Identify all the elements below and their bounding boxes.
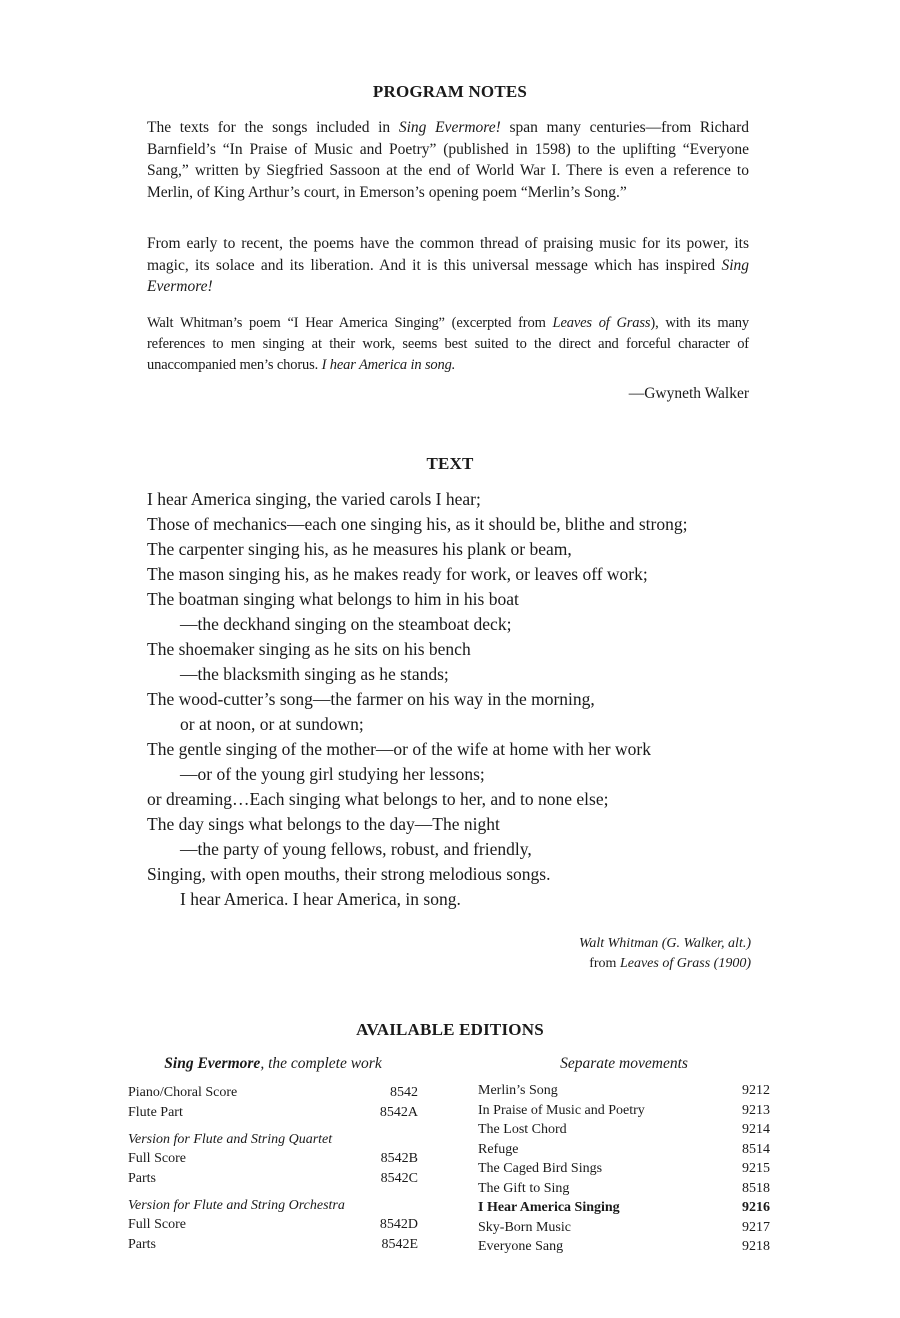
separate-movements-list (478, 1081, 770, 1257)
poem-line-indented: —the blacksmith singing as he stands; (180, 664, 449, 684)
poem-author: Walt Whitman (G. Walker, alt.) (578, 936, 751, 951)
poem-credit (147, 934, 751, 974)
complete-work-heading: Sing Evermore, the complete work (164, 1055, 382, 1072)
orchestra-version-heading: Version for Flute and String Orchestra (128, 1198, 345, 1213)
edition-row: The Caged Bird Sings 9215 (478, 1161, 770, 1176)
poem-line-indented: I hear America. I hear America, in song. (180, 889, 461, 909)
program-notes-paragraph-3: Walt Whitman’s poem “I Hear America Singing” (excerpted from Leaves of Grass), with its many references to men singing at their work, seems best suited to the direct and forceful character of unaccompanied men’s chorus. I hear America in song. (147, 315, 750, 373)
poem-line: Those of mechanics—each one singing his, as it should be, blithe and strong; (147, 514, 688, 534)
poem-line-indented: —the party of young fellows, robust, and friendly, (180, 839, 532, 859)
separate-movements-heading: Separate movements (560, 1055, 688, 1072)
edition-row: Sky-Born Music 9217 (478, 1219, 770, 1235)
edition-row: Full Score 8542B (128, 1151, 418, 1166)
poem-source: from Leaves of Grass (1900) (589, 956, 751, 971)
edition-row: Parts 8542C (128, 1170, 418, 1186)
poem-line: The wood-cutter’s song—the farmer on his way in the morning, (147, 689, 595, 709)
poem-text (147, 487, 787, 912)
poem-line: The gentle singing of the mother—or of the wife at home with her work (147, 739, 651, 759)
poem-line: The day sings what belongs to the day—The night (147, 814, 500, 834)
edition-row: Full Score 8542D (128, 1217, 418, 1232)
poem-line: The mason singing his, as he makes ready for work, or leaves off work; (147, 564, 648, 584)
program-notes-paragraph-2: From early to recent, the poems have the common thread of praising music for its power, its magic, its solace and its liberation. And it is this universal message which has inspired Sing Evermore! (147, 235, 749, 295)
edition-row: Flute Part 8542A (128, 1104, 418, 1120)
quartet-version-heading: Version for Flute and String Quartet (128, 1132, 333, 1147)
edition-row: Everyone Sang 9218 (478, 1239, 770, 1254)
edition-row: Piano/Choral Score 8542 (128, 1085, 418, 1100)
program-notes-paragraph-1: The texts for the songs included in Sing Evermore! span many centuries—from Richard Barnfield’s “In Praise of Music and Poetry” (published in 1598) to the uplifting “Everyone Sang,” written by Siegfried Sassoon at the end of World War I. There is even a reference to Merlin, of King Arthur’s court, in Emerson’s opening poem “Merlin’s Song.” (147, 119, 749, 201)
edition-row: Merlin’s Song 9212 (478, 1083, 770, 1098)
program-notes-heading: PROGRAM NOTES (372, 82, 528, 101)
poem-line: or dreaming…Each singing what belongs to her, and to none else; (147, 789, 609, 809)
poem-line-indented: or at noon, or at sundown; (180, 714, 364, 734)
poem-line: I hear America singing, the varied carols I hear; (147, 489, 481, 509)
poem-line-indented: —or of the young girl studying her lessons; (180, 764, 485, 784)
available-editions-heading: AVAILABLE EDITIONS (356, 1020, 544, 1039)
poem-line: The shoemaker singing as he sits on his bench (147, 639, 471, 659)
edition-row: The Lost Chord 9214 (478, 1122, 770, 1137)
edition-row: Parts 8542E (128, 1236, 418, 1252)
poem-line: Singing, with open mouths, their strong melodious songs. (147, 864, 551, 884)
program-notes-signature: —Gwyneth Walker (628, 385, 749, 402)
poem-line: The boatman singing what belongs to him in his boat (147, 589, 519, 609)
complete-work-list (128, 1083, 418, 1254)
edition-row: The Gift to Sing 8518 (478, 1180, 770, 1196)
edition-row-highlighted: I Hear America Singing 9216 (478, 1200, 770, 1215)
poem-line-indented: —the deckhand singing on the steamboat deck; (180, 614, 512, 634)
poem-line: The carpenter singing his, as he measures his plank or beam, (147, 539, 572, 559)
text-heading: TEXT (426, 454, 474, 473)
edition-row: Refuge 8514 (478, 1141, 770, 1157)
edition-row: In Praise of Music and Poetry 9213 (478, 1102, 770, 1118)
